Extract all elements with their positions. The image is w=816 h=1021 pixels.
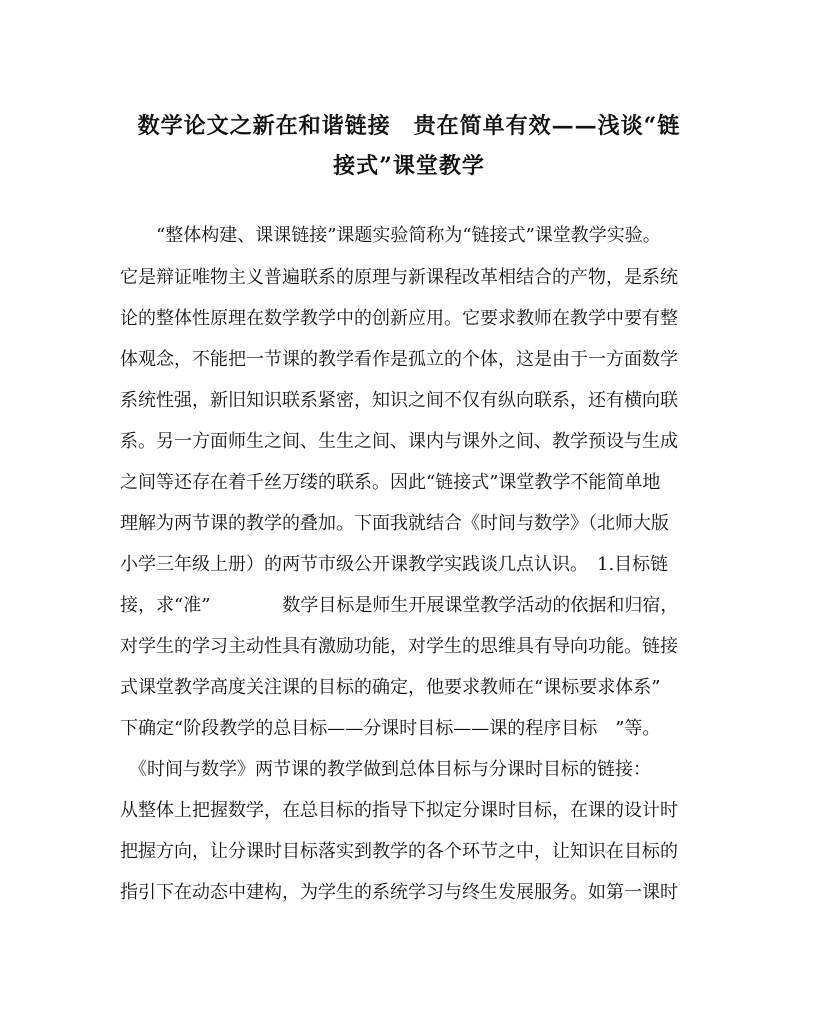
body-line-10: 接，求“准” 数学目标是师生开展课堂教学活动的依据和归宿，: [120, 595, 679, 616]
body-line-13: 下确定“阶段教学的总目标——分课时目标——课的程序目标 ”等。: [120, 718, 661, 739]
body-line-2: 它是辩证唯物主义普遍联系的原理与新课程改革相结合的产物，是系统: [120, 267, 678, 288]
body-line-3: 论的整体性原理在数学教学中的创新应用。它要求教师在教学中要有整: [120, 308, 678, 329]
body-line-7: 之间等还存在着千丝万缕的联系。因此“链接式”课堂教学不能简单地: [120, 472, 661, 493]
body-line-9: 小学三年级上册）的两节市级公开课教学实践谈几点认识。 1.目标链: [120, 554, 669, 575]
body-line-16: 把握方向，让分课时目标落实到教学的各个环节之中，让知识在目标的: [120, 841, 678, 862]
body-line-1: “整体构建、课课链接”课题实验简称为“链接式”课堂教学实验。: [120, 225, 661, 246]
body-line-5: 系统性强，新旧知识联系紧密，知识之间不仅有纵向联系，还有横向联: [120, 390, 678, 411]
body-line-6: 系。另一方面师生之间、生生之间、课内与课外之间、教学预设与生成: [120, 431, 678, 452]
body-line-17: 指引下在动态中建构，为学生的系统学习与终生发展服务。如第一课时: [120, 882, 678, 903]
document-title: [118, 106, 700, 186]
body-line-4: 体观念，不能把一节课的教学看作是孤立的个体，这是由于一方面数学: [120, 349, 678, 370]
title-line-2: 接式”课堂教学: [333, 153, 485, 179]
body-line-15: 从整体上把握数学，在总目标的指导下拟定分课时目标，在课的设计时: [120, 800, 678, 821]
body-line-11: 对学生的学习主动性具有激励功能，对学生的思维具有导向功能。链接: [120, 636, 678, 657]
title-line-1: 数学论文之新在和谐链接 贵在简单有效——浅谈“链: [137, 113, 681, 139]
body-line-14: 《时间与数学》两节课的教学做到总体目标与分课时目标的链接：: [120, 759, 651, 780]
body-line-8: 理解为两节课的教学的叠加。下面我就结合《时间与数学》（北师大版: [120, 513, 669, 534]
body-line-12: 式课堂教学高度关注课的目标的确定，他要求教师在“课标要求体系”: [120, 677, 661, 698]
